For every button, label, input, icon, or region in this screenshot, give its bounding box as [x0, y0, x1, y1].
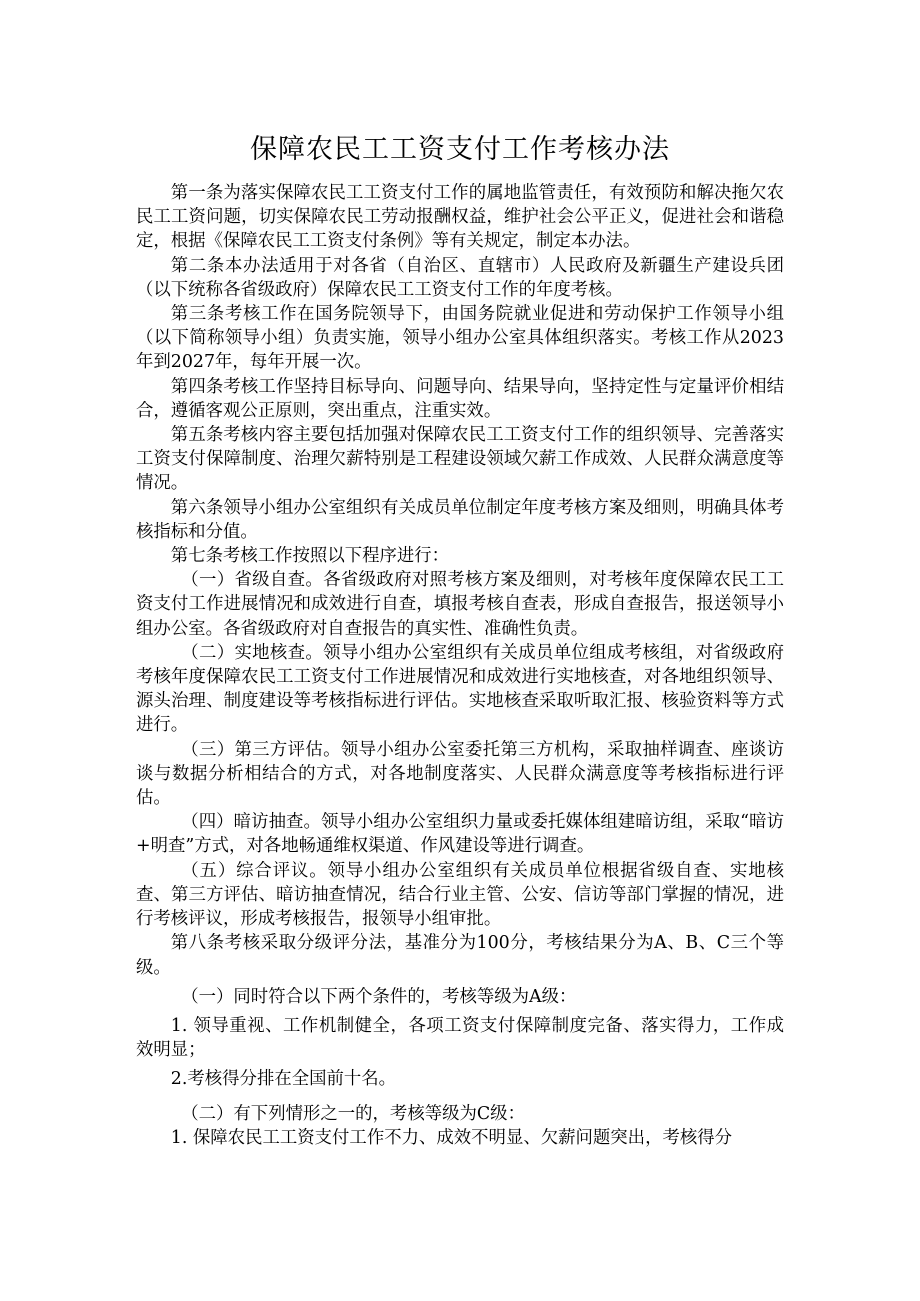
- grade-a-condition-2: 2.考核得分排在全国前十名。: [170, 1069, 397, 1090]
- document-title: 保障农民工工资支付工作考核办法: [250, 134, 670, 166]
- article-7-item-5: （五）综合评议。领导小组办公室组织有关成员单位根据省级自查、实地核查、第三方评估、暗访抽查情况，结合行业主管、公安、信访等部门掌握的情况，进行考核评议，形成考核报告，报领导小组审批。: [136, 860, 784, 930]
- document-body: [136, 181, 784, 1150]
- article-8-grade-c: （二）有下列情形之一的，考核等级为C级：: [181, 1103, 525, 1124]
- grade-c-condition-1: 1. 保障农民工工资支付工作不力、成效不明显、欠薪问题突出，考核得分: [170, 1127, 733, 1148]
- article-7-item-1: （一）省级自查。各省级政府对照考核方案及细则，对考核年度保障农民工工资支付工作进展情况和成效进行自查，填报考核自查表，形成自查报告，报送领导小组办公室。各省级政府对自查报告的真实性、准确性负责。: [136, 570, 784, 639]
- article-3: 第三条考核工作在国务院领导下，由国务院就业促进和劳动保护工作领导小组（以下简称领导小组）负责实施，领导小组办公室具体组织落实。考核工作从2023年到2027年，每年开展一次。: [136, 304, 784, 373]
- article-4: 第四条考核工作坚持目标导向、问题导向、结果导向，坚持定性与定量评价相结合，遵循客观公正原则，突出重点，注重实效。: [136, 376, 784, 421]
- article-8-grade-a: （一）同时符合以下两个条件的，考核等级为A级：: [181, 986, 577, 1007]
- article-7-item-2: （二）实地核查。领导小组办公室组织有关成员单位组成考核组，对省级政府考核年度保障农民工工资支付工作进展情况和成效进行实地核查，对各地组织领导、源头治理、制度建设等考核指标进行评估。实地核查采取听取汇报、核验资料等方式进行。: [136, 642, 784, 736]
- article-7-item-4: （四）暗访抽查。领导小组办公室组织力量或委托媒体组建暗访组，采取“暗访+明查”方式，对各地畅通维权渠道、作风建设等进行调查。: [136, 812, 784, 857]
- article-2: 第二条本办法适用于对各省（自治区、直辖市）人民政府及新疆生产建设兵团（以下统称各省级政府）保障农民工工资支付工作的年度考核。: [136, 255, 784, 300]
- article-6: 第六条领导小组办公室组织有关成员单位制定年度考核方案及细则，明确具体考核指标和分值。: [136, 497, 784, 542]
- grade-a-condition-1: 1. 领导重视、工作机制健全，各项工资支付保障制度完备、落实得力，工作成效明显；: [136, 1015, 784, 1061]
- article-5: 第五条考核内容主要包括加强对保障农民工工资支付工作的组织领导、完善落实工资支付保障制度、治理欠薪特别是工程建设领域欠薪工作成效、人民群众满意度等情况。: [136, 425, 784, 494]
- article-8: 第八条考核采取分级评分法，基准分为100分，考核结果分为A、B、C三个等级。: [136, 933, 784, 978]
- article-7: 第七条考核工作按照以下程序进行：: [170, 546, 450, 567]
- article-7-item-3: （三）第三方评估。领导小组办公室委托第三方机构，采取抽样调查、座谈访谈与数据分析相结合的方式，对各地制度落实、人民群众满意度等考核指标进行评估。: [136, 739, 784, 809]
- article-1: 第一条为落实保障农民工工资支付工作的属地监管责任，有效预防和解决拖欠农民工工资问题，切实保障农民工劳动报酬权益，维护社会公平正义，促进社会和谐稳定，根据《保障农民工工资支付条例》等有关规定，制定本办法。: [136, 183, 784, 252]
